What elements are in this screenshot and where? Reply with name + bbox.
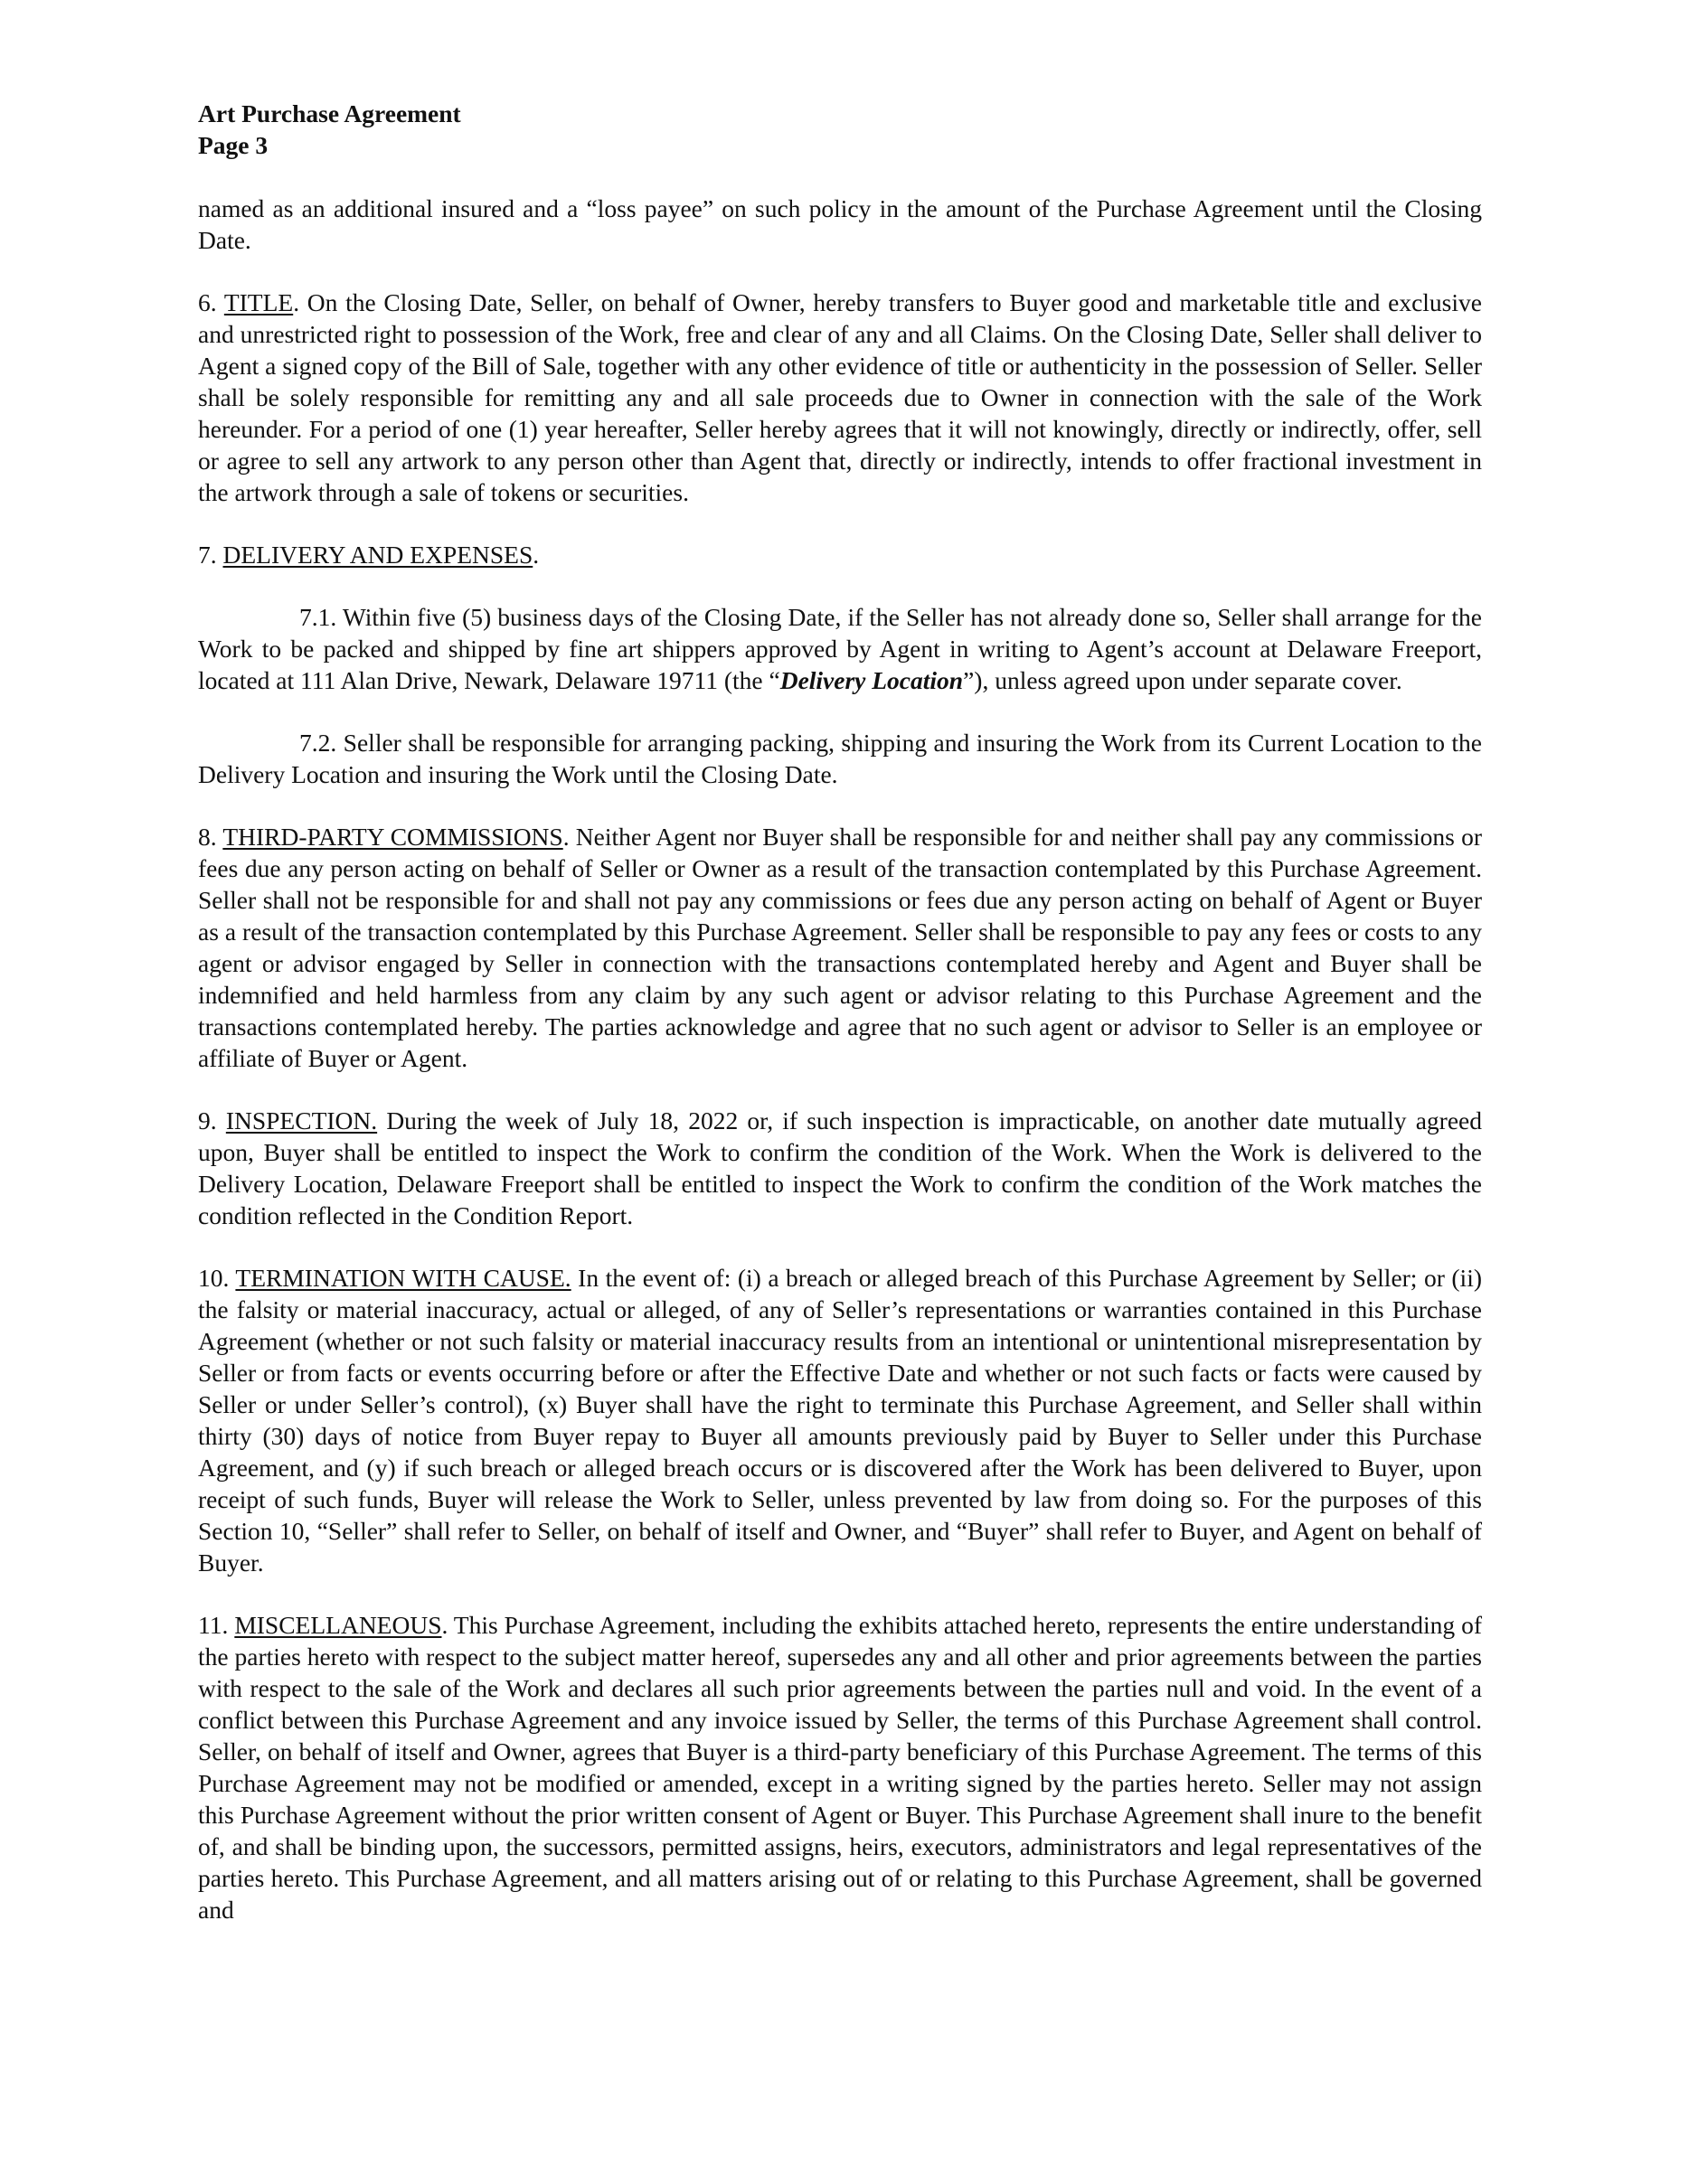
section-number: 8. — [198, 823, 223, 851]
paragraph-text: named as an additional insured and a “loss payee” on such policy in the amount of the Purchase Agreement until the Closing Date. — [198, 194, 1482, 254]
section-heading: DELIVERY AND EXPENSES — [222, 541, 533, 569]
page-number: Page 3 — [198, 131, 269, 159]
section-number: 11. — [198, 1611, 235, 1639]
section-text: . Neither Agent nor Buyer shall be responsible for and neither shall pay any commissions or fees due any person acting on behalf of Seller or Owner as a result of the transaction contemplated by this Purchase Agreement. Seller shall not be responsible for and shall not pay any commissions or fees due any person acting on behalf of Agent or Buyer as a result of the transaction contemplated by this Purchase Agreement. Seller shall be responsible to pay any fees or costs to any agent or advisor engaged by Seller in connection with the transactions contemplated hereby and Agent and Buyer shall be indemnified and held harmless from any claim by any such agent or advisor relating to this Purchase Agreement and the transactions contemplated hereby. The parties acknowledge and agree that no such agent or advisor to Seller is an employee or affiliate of Buyer or Agent. — [198, 823, 1482, 1072]
section-number: 10. — [198, 1264, 236, 1292]
section-number: 9. — [198, 1106, 226, 1134]
section-11-miscellaneous — [198, 1609, 1482, 1925]
subsection-text: 7.2. Seller shall be responsible for arranging packing, shipping and insuring the Work from its Current Location to the Delivery Location and insuring the Work until the Closing Date. — [198, 729, 1482, 788]
paragraph-continuation — [198, 193, 1482, 256]
section-text: . This Purchase Agreement, including the exhibits attached hereto, represents the entire understanding of the parties hereto with respect to the subject matter hereof, supersedes any and all other and prior agreements between the parties with respect to the sale of the Work and declares all such prior agreements between the parties null and void. In the event of a conflict between this Purchase Agreement and any invoice issued by Seller, the terms of this Purchase Agreement shall control. Seller, on behalf of itself and Owner, agrees that Buyer is a third-party beneficiary of this Purchase Agreement. The terms of this Purchase Agreement may not be modified or amended, except in a writing signed by the parties hereto. Seller may not assign this Purchase Agreement without the prior written consent of Agent or Buyer. This Purchase Agreement shall inure to the benefit of, and shall be binding upon, the successors, permitted assigns, heirs, executors, administrators and legal representatives of the parties hereto. This Purchase Agreement, and all matters arising out of or relating to this Purchase Agreement, shall be governed and — [198, 1611, 1483, 1924]
section-heading: TITLE — [223, 288, 294, 316]
section-heading: TERMINATION WITH CAUSE. — [235, 1264, 571, 1292]
subsection-7-1 — [198, 601, 1482, 696]
defined-term: Delivery Location — [779, 666, 964, 694]
document-title: Art Purchase Agreement — [198, 99, 461, 127]
section-6-title — [198, 287, 1482, 508]
subsection-text: 7.1. Within five (5) business days of the Closing Date, if the Seller has not already done so, Seller shall arrange for the Work to be packed and shipped by fine art shippers approved by Agent in writing to Agent’s account at Delaware Freeport, located at 111 Alan Drive, Newark, Delaware 19711 (the “ — [198, 603, 1482, 694]
section-number: 6. — [198, 288, 224, 316]
page-header — [198, 98, 1482, 161]
section-10-termination — [198, 1262, 1482, 1578]
document-page — [198, 98, 1482, 1925]
section-text: In the event of: (i) a breach or alleged breach of this Purchase Agreement by Seller; or (ii) the falsity or material inaccuracy, actual or alleged, of any of Seller’s representations or warranties contained in this Purchase Agreement (whether or not such falsity or material inaccuracy results from an intentional or unintentional misrepresentation by Seller or from facts or events occurring before or after the Effective Date and whether or not such facts or facts were caused by Seller or under Seller’s control), (x) Buyer shall have the right to terminate this Purchase Agreement, and Seller shall within thirty (30) days of notice from Buyer repay to Buyer all amounts previously paid by Buyer to Seller under this Purchase Agreement, and (y) if such breach or alleged breach occurs or is discovered after the Work has been delivered to Buyer, upon receipt of such funds, Buyer will release the Work to Seller, unless prevented by law from doing so. For the purposes of this Section 10, “Seller” shall refer to Seller, on behalf of itself and Owner, and “Buyer” shall refer to Buyer, and Agent on behalf of Buyer. — [198, 1264, 1482, 1577]
section-text: During the week of July 18, 2022 or, if such inspection is impracticable, on another date mutually agreed upon, Buyer shall be entitled to inspect the Work to confirm the condition of the Work. When the Work is delivered to the Delivery Location, Delaware Freeport shall be entitled to inspect the Work to confirm the condition of the Work matches the condition reflected in the Condition Report. — [198, 1106, 1482, 1229]
subsection-text-tail: ”), unless agreed upon under separate cover. — [963, 666, 1402, 694]
section-heading: INSPECTION. — [225, 1106, 378, 1134]
section-text: . On the Closing Date, Seller, on behalf of Owner, hereby transfers to Buyer good and marketable title and exclusive and unrestricted right to possession of the Work, free and clear of any and all Claims. On the Closing Date, Seller shall deliver to Agent a signed copy of the Bill of Sale, together with any other evidence of title or authenticity in the possession of Seller. Seller shall be solely responsible for remitting any and all sale proceeds due to Owner in connection with the sale of the Work hereunder. For a period of one (1) year hereafter, Seller hereby agrees that it will not knowingly, directly or indirectly, offer, sell or agree to sell any artwork to any person other than Agent that, directly or indirectly, intends to offer fractional investment in the artwork through a sale of tokens or securities. — [198, 288, 1482, 506]
section-8-commissions — [198, 821, 1482, 1074]
section-heading: THIRD-PARTY COMMISSIONS — [222, 823, 563, 851]
section-heading: MISCELLANEOUS — [234, 1611, 442, 1639]
section-heading-tail: . — [533, 541, 540, 569]
section-number: 7. — [198, 541, 223, 569]
subsection-7-2 — [198, 727, 1482, 790]
section-9-inspection — [198, 1105, 1482, 1231]
section-7-delivery — [198, 539, 1482, 570]
